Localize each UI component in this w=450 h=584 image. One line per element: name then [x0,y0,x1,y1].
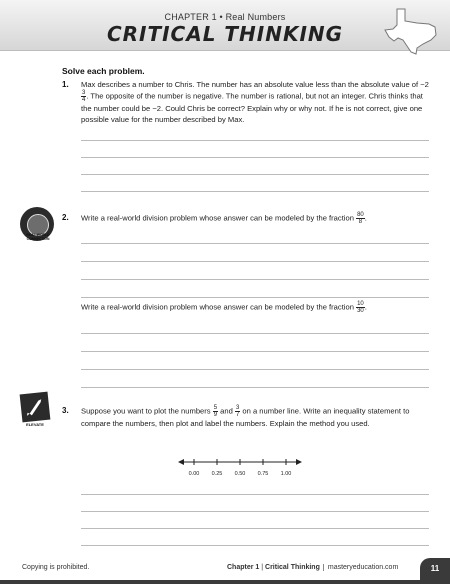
answer-line[interactable] [81,279,429,280]
answer-line[interactable] [81,140,429,141]
texas-outline-icon [383,7,441,55]
number-line-label: 1.00 [280,471,292,477]
problem-3-number: 3. [62,406,69,415]
answer-line[interactable] [81,333,429,334]
rocket-icon [20,392,51,423]
fraction: $\frac{5}{9}$ [213,405,218,418]
answer-line[interactable] [81,351,429,352]
answer-line[interactable] [81,528,429,529]
answer-line[interactable] [81,369,429,370]
problem-2-number: 2. [62,213,69,222]
problem-3-text: Suppose you want to plot the numbers $\frac{5}{9}$ and $\frac{3}{7}$ on a number line. Write an inequality statement to compare the numbers, then plot and label the numbers. Explain the method you used. [81,405,410,428]
answer-line[interactable] [81,243,429,244]
problem-2-text: Write a real-world division problem whose answer can be modeled by the fraction $\frac{80}{8}$ . [81,212,367,225]
footer-bar [0,580,450,584]
number-line-label: 0.50 [234,471,246,477]
chapter-label: CHAPTER 1 • Real Numbers [164,12,286,22]
answer-line[interactable] [81,511,429,512]
answer-line[interactable] [81,174,429,175]
answer-line[interactable] [81,545,429,546]
page-number: 11 [430,564,440,573]
problem-1-text: Max describes a number to Chris. The number has an absolute value less than the absolute value of −2 $\frac{3}{4}$ . The opposite of the number is negative. The number is rational, but not an integer. Chris thinks that the number could be −2. Could Chris be correct? Explain why or why not. If he is not correct, give one possible value for the number described by Max. [81,80,429,124]
fraction: $\frac{3}{7}$ [235,405,240,418]
number-line-label: 0.25 [211,471,223,477]
copyright-note: Copying is prohibited. [22,564,90,571]
number-line-label: 0.00 [188,471,200,477]
number-line-label: 0.75 [257,471,269,477]
site-link[interactable]: masteryeducation.com [323,564,398,571]
problem-2b-text: Write a real-world division problem whose answer can be modeled by the fraction $\frac{10}{30}$ . [81,301,367,314]
problem-1-number: 1. [62,80,69,89]
section-title: CRITICAL THINKING [106,22,344,46]
number-line[interactable] [178,454,302,480]
page-header [0,0,450,51]
fraction: $\frac{3}{4}$ [82,90,86,103]
answer-line[interactable] [81,191,429,192]
footer-chapter-info: Chapter 1 | Critical Thinking masteryeducation.com [227,564,399,571]
fraction: $\frac{80}{8}$ [357,212,364,225]
answer-line[interactable] [81,494,429,495]
real-world-connection-badge: REAL-WORLD CONNECTION [26,233,50,241]
answer-line[interactable] [81,157,429,158]
instructions: Solve each problem. [62,66,145,76]
page-number-box [420,558,450,580]
answer-line[interactable] [81,261,429,262]
answer-line[interactable] [81,297,429,298]
elevate-badge: ELEVATE [26,422,44,427]
answer-line[interactable] [81,387,429,388]
fraction: $\frac{10}{30}$ [357,301,364,314]
